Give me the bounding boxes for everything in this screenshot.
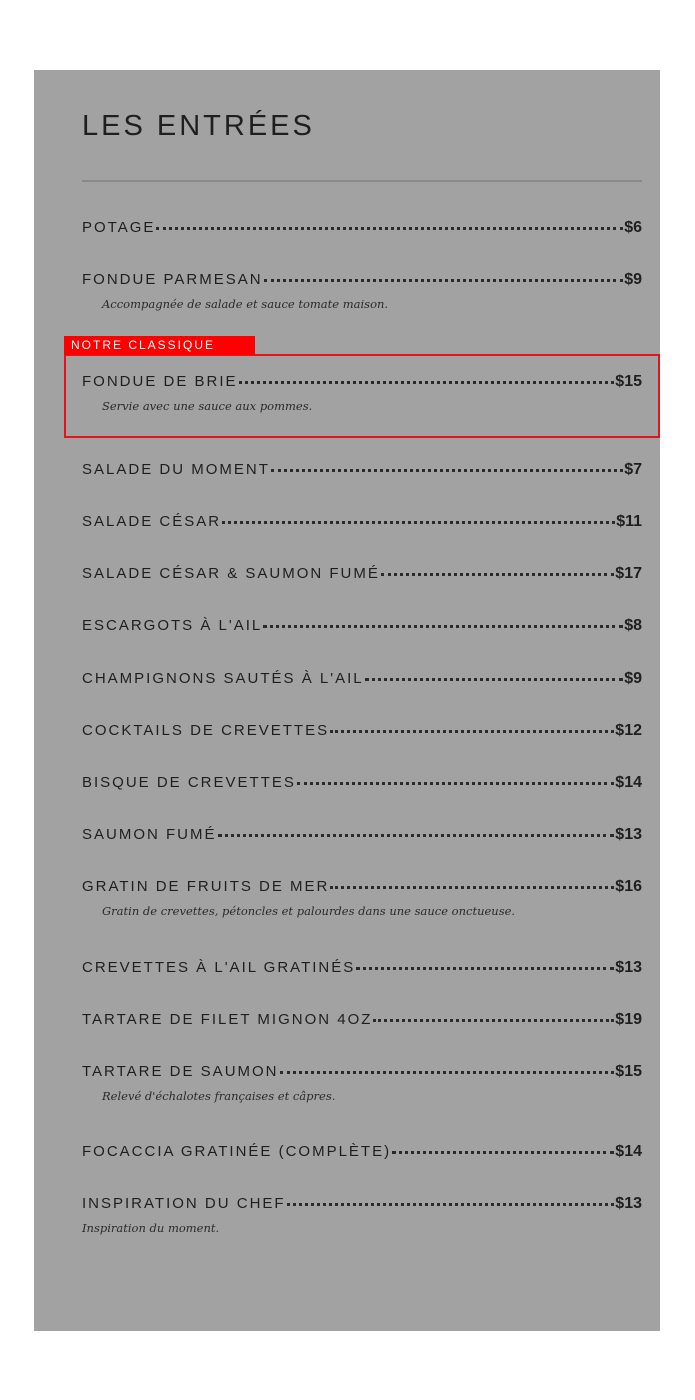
dot-leader bbox=[264, 279, 624, 282]
item-price: $15 bbox=[615, 1063, 642, 1080]
menu-item bbox=[82, 878, 642, 918]
item-name: SALADE DU MOMENT bbox=[82, 461, 270, 478]
item-description: Relevé d'échalotes françaises et câpres. bbox=[102, 1089, 336, 1103]
item-name: FONDUE DE BRIE bbox=[82, 373, 238, 390]
menu-item bbox=[82, 219, 642, 239]
item-name: POTAGE bbox=[82, 219, 156, 236]
item-name: FOCACCIA GRATINÉE (COMPLÈTE) bbox=[82, 1143, 392, 1160]
menu-item bbox=[82, 461, 642, 481]
menu-item bbox=[82, 1195, 642, 1235]
dot-leader bbox=[218, 834, 615, 837]
item-name: GRATIN DE FRUITS DE MER bbox=[82, 878, 330, 895]
item-name: COCKTAILS DE CREVETTES bbox=[82, 722, 330, 739]
dot-leader bbox=[263, 625, 623, 628]
dot-leader bbox=[330, 886, 614, 889]
dot-leader bbox=[280, 1071, 615, 1074]
menu-item bbox=[82, 565, 642, 585]
item-price: $17 bbox=[615, 565, 642, 582]
featured-badge: NOTRE CLASSIQUE bbox=[64, 336, 255, 355]
dot-leader bbox=[381, 573, 614, 576]
item-name: CREVETTES À L'AIL GRATINÉS bbox=[82, 959, 356, 976]
menu-item bbox=[82, 722, 642, 742]
item-name: SALADE CÉSAR & SAUMON FUMÉ bbox=[82, 565, 380, 582]
item-price: $11 bbox=[616, 513, 642, 530]
item-price: $19 bbox=[615, 1011, 642, 1028]
menu-item bbox=[82, 774, 642, 794]
item-price: $16 bbox=[615, 878, 642, 895]
item-description: Accompagnée de salade et sauce tomate maison. bbox=[102, 297, 389, 311]
dot-leader bbox=[156, 227, 623, 230]
item-name: ESCARGOTS À L'AIL bbox=[82, 617, 263, 634]
item-name: BISQUE DE CREVETTES bbox=[82, 774, 296, 791]
dot-leader bbox=[392, 1151, 614, 1154]
item-name: SAUMON FUMÉ bbox=[82, 826, 217, 843]
item-price: $13 bbox=[615, 826, 642, 843]
item-price: $14 bbox=[615, 1143, 642, 1160]
dot-leader bbox=[239, 381, 615, 384]
menu-item bbox=[82, 1011, 642, 1031]
item-price: $9 bbox=[624, 670, 642, 687]
menu-item bbox=[82, 826, 642, 846]
item-price: $8 bbox=[624, 617, 642, 634]
dot-leader bbox=[330, 730, 614, 733]
item-name: CHAMPIGNONS SAUTÉS À L'AIL bbox=[82, 670, 364, 687]
dot-leader bbox=[356, 967, 614, 970]
item-price: $6 bbox=[624, 219, 642, 236]
item-price: $12 bbox=[615, 722, 642, 739]
item-name: TARTARE DE FILET MIGNON 4OZ bbox=[82, 1011, 373, 1028]
item-price: $14 bbox=[615, 774, 642, 791]
item-price: $13 bbox=[615, 1195, 642, 1212]
dot-leader bbox=[365, 678, 624, 681]
title-divider bbox=[82, 180, 642, 182]
item-name: FONDUE PARMESAN bbox=[82, 271, 263, 288]
menu-item bbox=[82, 617, 642, 637]
menu-item bbox=[82, 959, 642, 979]
item-price: $9 bbox=[624, 271, 642, 288]
dot-leader bbox=[222, 521, 615, 524]
item-price: $7 bbox=[624, 461, 642, 478]
item-price: $15 bbox=[615, 373, 642, 390]
menu-item bbox=[82, 1143, 642, 1163]
item-price: $13 bbox=[615, 959, 642, 976]
menu-panel bbox=[34, 70, 660, 1331]
item-name: TARTARE DE SAUMON bbox=[82, 1063, 279, 1080]
item-name: INSPIRATION DU CHEF bbox=[82, 1195, 286, 1212]
dot-leader bbox=[287, 1203, 615, 1206]
item-description: Inspiration du moment. bbox=[82, 1221, 220, 1235]
dot-leader bbox=[373, 1019, 614, 1022]
item-description: Servie avec une sauce aux pommes. bbox=[102, 399, 313, 413]
dot-leader bbox=[271, 469, 623, 472]
menu-item bbox=[82, 513, 642, 533]
menu-item bbox=[82, 271, 642, 311]
menu-item bbox=[82, 670, 642, 690]
item-description: Gratin de crevettes, pétoncles et palourdes dans une sauce onctueuse. bbox=[102, 904, 516, 918]
menu-item bbox=[82, 1063, 642, 1103]
menu-item-featured bbox=[82, 373, 642, 413]
item-name: SALADE CÉSAR bbox=[82, 513, 222, 530]
section-title: LES ENTRÉES bbox=[82, 110, 315, 142]
dot-leader bbox=[297, 782, 614, 785]
